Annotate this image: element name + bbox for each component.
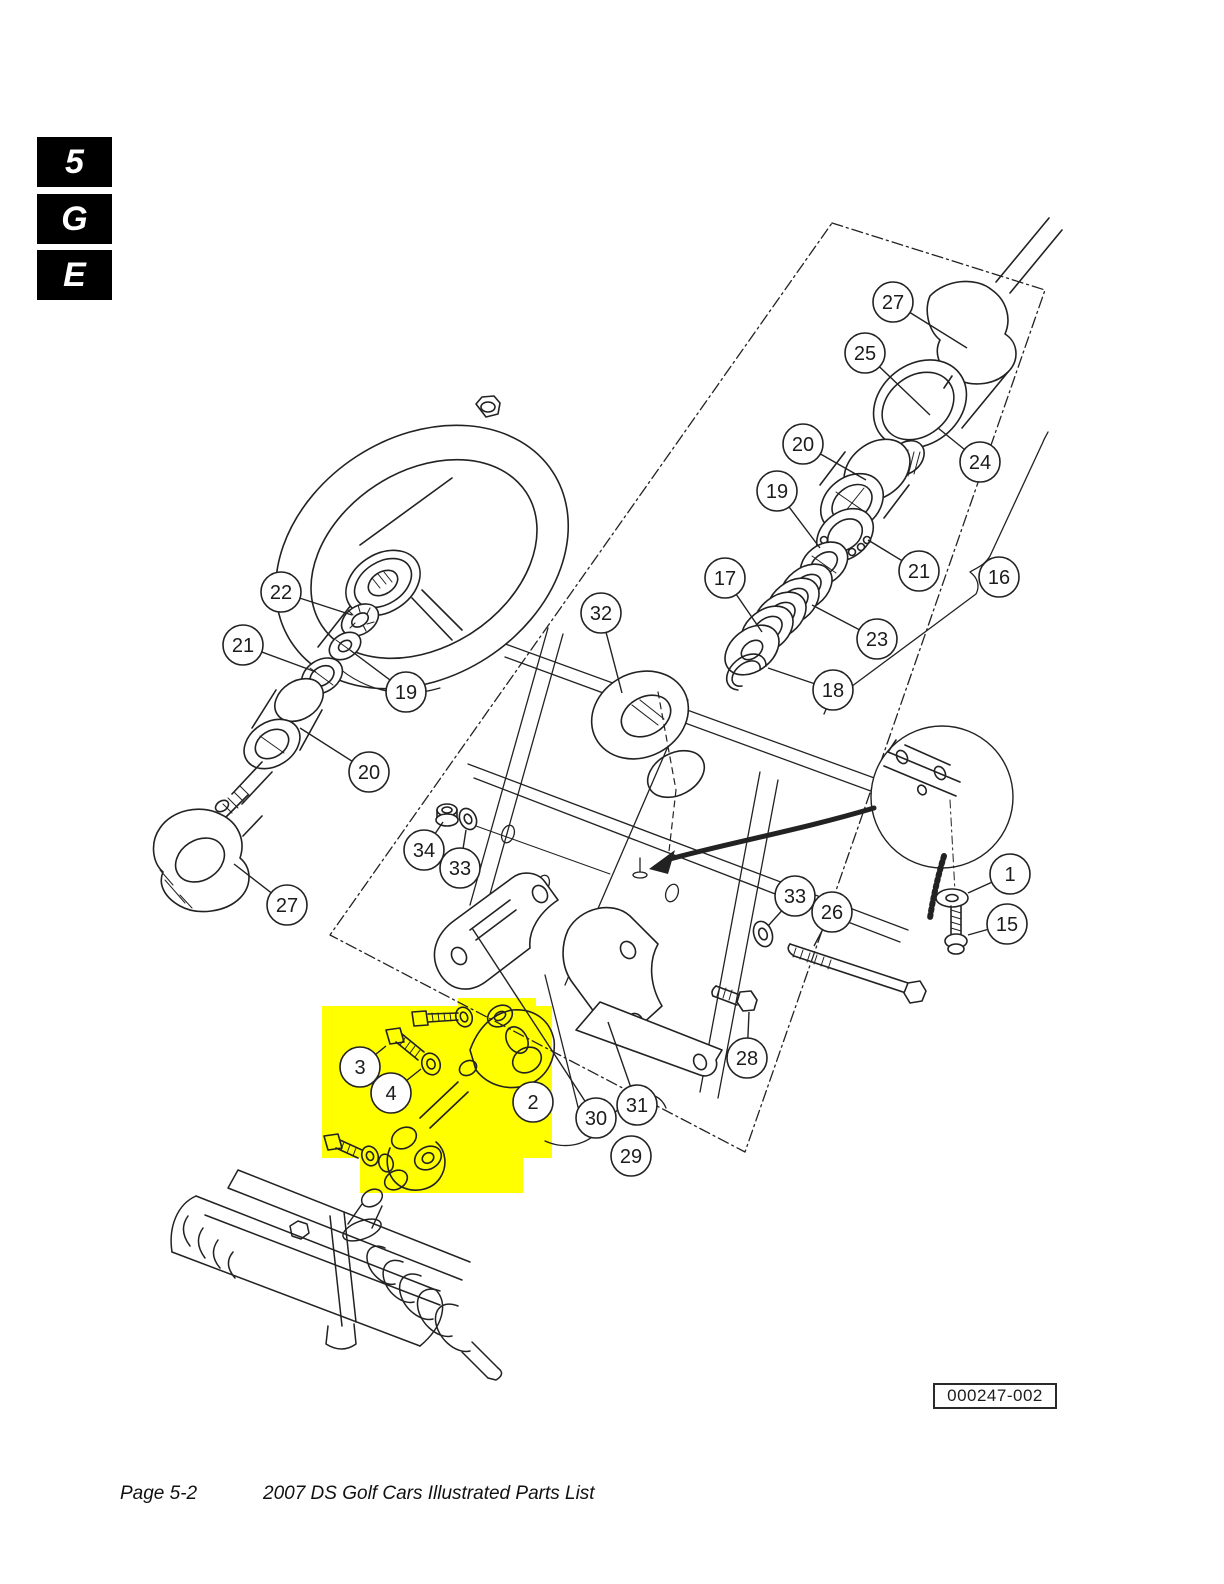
svg-text:16: 16 (987, 567, 1011, 589)
svg-text:19: 19 (765, 481, 789, 503)
svg-text:28: 28 (735, 1048, 759, 1070)
svg-text:26: 26 (820, 902, 844, 924)
callout-27 (267, 885, 307, 925)
svg-text:33: 33 (448, 858, 472, 880)
svg-text:24: 24 (968, 452, 992, 474)
callout-26 (812, 892, 852, 932)
svg-text:21: 21 (907, 561, 931, 583)
svg-text:21: 21 (231, 635, 255, 657)
svg-text:27: 27 (881, 292, 905, 314)
callout-19 (386, 672, 426, 712)
callout-31 (617, 1085, 657, 1125)
svg-text:32: 32 (589, 603, 613, 625)
svg-text:1: 1 (1004, 864, 1016, 886)
callout-32 (581, 593, 621, 633)
svg-text:4: 4 (385, 1083, 397, 1105)
svg-text:22: 22 (269, 582, 293, 604)
svg-text:20: 20 (357, 762, 381, 784)
svg-text:30: 30 (584, 1108, 608, 1130)
footer-page-label: Page 5-2 (120, 1483, 198, 1504)
callout-21 (223, 625, 263, 665)
callout-29 (611, 1136, 651, 1176)
index-tab-section-5: 5 (37, 137, 112, 187)
callout-20 (349, 752, 389, 792)
callout-22 (261, 572, 301, 612)
callout-3 (340, 1047, 380, 1087)
svg-text:34: 34 (412, 840, 436, 862)
svg-text:17: 17 (713, 568, 737, 590)
svg-text:31: 31 (625, 1095, 649, 1117)
svg-text:25: 25 (853, 343, 877, 365)
svg-text:33: 33 (783, 886, 807, 908)
footer-doc-title: 2007 DS Golf Cars Illustrated Parts List (263, 1483, 595, 1504)
callout-1 (990, 854, 1030, 894)
callout-17 (705, 558, 745, 598)
svg-text:23: 23 (865, 629, 889, 651)
callout-33 (440, 848, 480, 888)
callout-24 (960, 442, 1000, 482)
callout-19 (757, 471, 797, 511)
callout-27 (873, 282, 913, 322)
svg-text:27: 27 (275, 895, 299, 917)
callout-33 (775, 876, 815, 916)
svg-text:2: 2 (527, 1092, 539, 1114)
callout-20 (783, 424, 823, 464)
callout-23 (857, 619, 897, 659)
callout-21 (899, 551, 939, 591)
svg-text:18: 18 (821, 680, 845, 702)
column-mount-plate (576, 654, 712, 860)
callout-16 (979, 557, 1019, 597)
figure-number: 000247-002 (947, 1386, 1043, 1405)
callout-25 (845, 333, 885, 373)
figure-number-box (933, 1383, 1057, 1409)
callout-34 (404, 830, 444, 870)
callout-30 (576, 1098, 616, 1138)
svg-text:15: 15 (995, 914, 1019, 936)
callout-15 (987, 904, 1027, 944)
callout-28 (727, 1038, 767, 1078)
callout-2 (513, 1082, 553, 1122)
svg-text:19: 19 (394, 682, 418, 704)
index-tab-e: E (37, 250, 112, 300)
svg-text:3: 3 (354, 1057, 366, 1079)
callout-18 (813, 670, 853, 710)
steering-gear-assembly (171, 1170, 501, 1380)
svg-text:20: 20 (791, 434, 815, 456)
callout-4 (371, 1073, 411, 1113)
index-tab-g: G (37, 194, 112, 244)
svg-text:29: 29 (619, 1146, 643, 1168)
